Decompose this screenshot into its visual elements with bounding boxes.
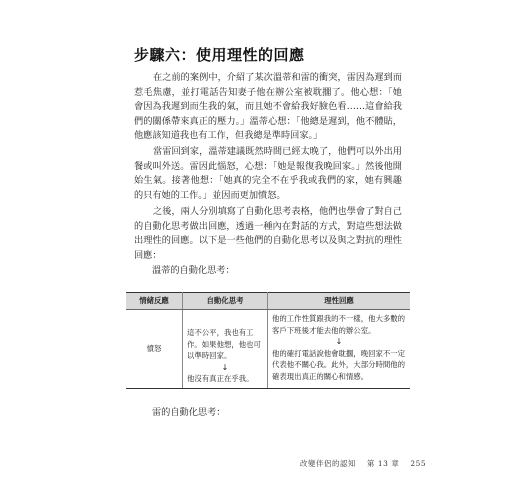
- down-arrow-icon: ↓: [335, 337, 343, 346]
- header-automatic-thought: 自動化思考: [183, 293, 268, 310]
- footer-chapter: 第 13 章: [366, 459, 400, 468]
- footer-book-title: 改變伴侶的認知: [300, 459, 356, 468]
- cell-automatic-thought: [183, 310, 268, 389]
- paragraph-3-text: 之後，兩人分別填寫了自動化思考表格，他們也學會了對自己的自動化思考做出回應，透過一種內在對話的方式，對這些想法做出理性的回應。以下是一些他們的自動化思考以及與之對抗的理性回應：: [134, 206, 402, 261]
- footer-page-number: 255: [410, 459, 427, 468]
- paragraph-1-text: 在之前的案例中，介紹了某次溫蒂和雷的衝突，雷因為遲到而惹毛焦慮，並打電話告知妻子他在辦公室被耽擱了。他心想：「她會因為我遲到而生我的氣，而且她不會給我好臉色看……這會給我們的關係帶來真正的壓力。」溫蒂心想：「他總是遲到，他不體貼，他應該知道我也有工作，但我總是準時回家。」: [134, 72, 402, 142]
- table-header-row: [126, 293, 410, 310]
- table-row: [126, 310, 410, 389]
- response-1: 他的工作性質跟我的不一樣，他大多數的客戶下班後才能去他的辦公室。: [272, 314, 406, 335]
- wendy-thoughts-label: 溫蒂的自動化思考：: [152, 265, 235, 276]
- paragraph-2: [134, 145, 402, 203]
- ray-thoughts-label: 雷的自動化思考：: [152, 407, 226, 418]
- down-arrow-icon: ↓: [221, 362, 229, 372]
- cell-rational-response: [268, 310, 411, 389]
- page-footer: [300, 458, 434, 469]
- paragraph-2-text: 當雷回到家，溫蒂建議既然時間已經太晚了，他們可以外出用餐或叫外送。雷因此惱怒，心想：「她是報復我晚回家。」然後他開始生氣。接著他想：「她真的完全不在乎我或我們的家，她有興趣的只有她的工作。」並因而更加憤怒。: [134, 146, 402, 201]
- paragraph-1: [134, 71, 402, 144]
- response-2: 他的確打電話說他會耽擱，晚回家不一定代表他不關心我。此外，大部分時間他的確表現出真正的關心和情感。: [272, 348, 406, 381]
- thought-1: 這不公平，我也有工作。如果他想，他也可以準時回家。: [187, 328, 261, 360]
- header-emotion: 情緒反應: [126, 293, 183, 310]
- cell-emotion: 憤怒: [126, 310, 183, 389]
- paragraph-3: [134, 205, 402, 263]
- thought-2: 他沒有真正在乎我。: [187, 374, 254, 383]
- header-rational-response: 理性回應: [268, 293, 411, 310]
- thought-record-table: [126, 292, 410, 389]
- section-heading: 步驟六：使用理性的回應: [134, 46, 305, 64]
